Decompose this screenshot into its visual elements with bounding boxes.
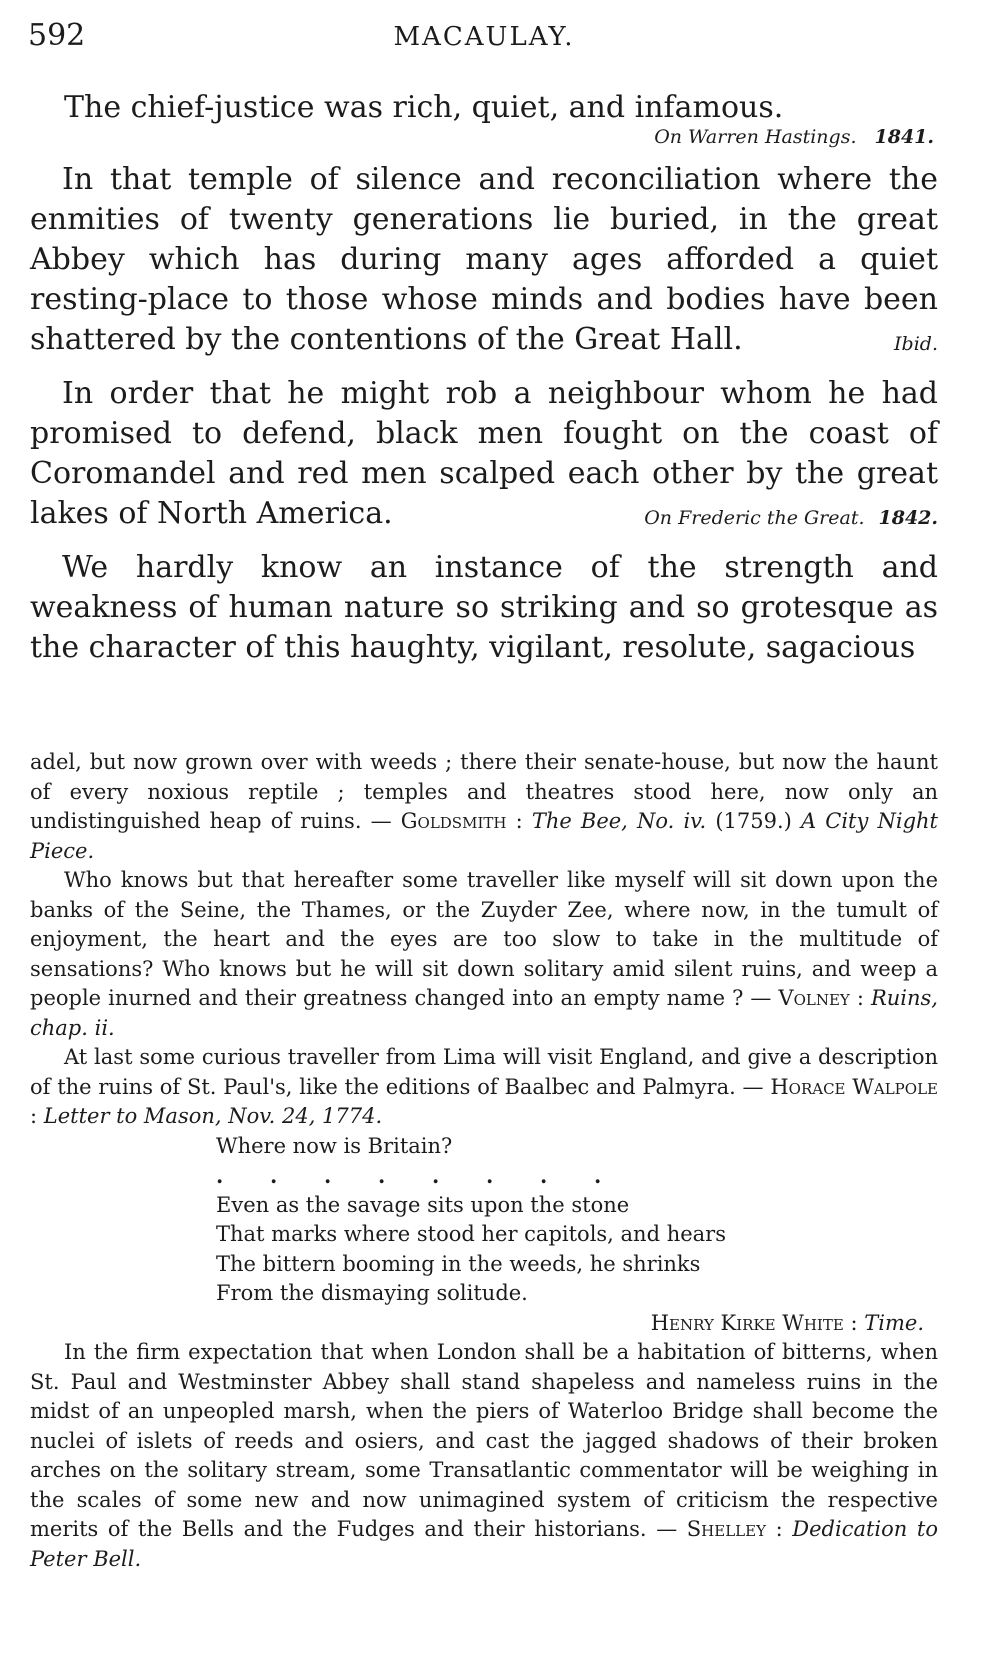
note-work: Time. [864, 1310, 924, 1335]
quote-text: In order that he might rob a neighbour whom he had promised to defend, black men fought on the coast of Coromandel and red men scalped each other by the great lakes of North America. [30, 376, 938, 531]
footnotes [30, 748, 938, 1574]
citation-year: 1841. [874, 126, 934, 148]
note-year: (1759.) [706, 809, 801, 833]
verse-line: The bittern booming in the weeds, he shrinks [216, 1251, 701, 1276]
verse-line: That marks where stood her capitols, and hears [216, 1222, 726, 1246]
note-text: In the firm expectation that when London shall be a habitation of bitterns, when St. Paul and Westminster Abbey shall stand shapeless and nameless ruins in the midst of an unpeopled marsh, when the piers of Waterloo Bridge shall become the nuclei of islets of reeds and osiers, and cast the jagged shadows of their broken arches on the solitary stream, some Transatlantic commentator will be weighing in the scales of some new and now unimagined system of criticism the respective merits of the Bells and the Fudges and their historians. — [30, 1340, 938, 1541]
verse-block [216, 1132, 938, 1309]
citation-source: On Warren Hastings. [654, 126, 857, 148]
running-head: MACAULAY. [393, 22, 575, 52]
note-separator: : [506, 809, 532, 833]
quote-2-citation [862, 324, 938, 364]
note-author: Shelley [686, 1517, 766, 1541]
note-work: Dedication to Peter Bell. [30, 1517, 938, 1571]
note-work: Letter to Mason, Nov. 24, 1774. [43, 1104, 383, 1128]
verse-line: Even as the savage sits upon the stone [216, 1192, 630, 1217]
quote-text: In that temple of silence and reconciliation where the enmities of twenty generations lie buried, in the great Abbey which has during many ages afforded a quiet resting-place to those whose minds and bodies have been shattered by the contentions of the Great Hall. [30, 162, 938, 357]
note-separator: : [843, 1310, 865, 1335]
citation-year: 1842. [878, 507, 938, 529]
citation-source: Ibid. [894, 333, 938, 355]
note-separator: : [849, 986, 871, 1010]
quote-text: We hardly know an instance of the strength and weakness of human nature so striking and so grotesque as the character of this haughty, vigilant, resolute, sagacious [30, 550, 938, 665]
ellipsis-dots: . . . . . . . . [216, 1163, 602, 1188]
page-header [28, 18, 940, 58]
note-text: adel, but now grown over with weeds ; there their senate-house, but now the haunt of every noxious reptile ; temples and theatres stood here, now only an undistinguished heap of ruins. — [30, 750, 938, 833]
verse-line: From the dismaying solitude. [216, 1281, 528, 1305]
note-author: Henry Kirke White [650, 1310, 844, 1335]
note-work: Ruins, chap. ii. [30, 986, 938, 1040]
note-volney [30, 866, 938, 1043]
note-work-2: A City Night Piece. [30, 809, 938, 863]
quote-1 [30, 88, 938, 128]
page-number: 592 [28, 18, 86, 53]
note-walpole [30, 1043, 938, 1132]
note-goldsmith [30, 748, 938, 866]
citation-source: On Frederic the Great. [644, 507, 865, 529]
note-author: Volney [778, 986, 850, 1010]
note-author: Horace Walpole [770, 1074, 938, 1099]
verse-line: Where now is Britain? [216, 1133, 453, 1158]
note-shelley [30, 1338, 938, 1574]
note-text: At last some curious traveller from Lima will visit England, and give a description of the ruins of St. Paul's, like the editions of Baalbec and Palmyra. — [30, 1045, 938, 1099]
note-separator: : [30, 1104, 44, 1128]
note-work: The Bee, No. iv. [531, 809, 707, 833]
verse-attribution [30, 1309, 924, 1339]
note-author: Goldsmith [400, 809, 507, 833]
note-text: Who knows but that hereafter some traveller like myself will sit down upon the banks of the Seine, the Thames, or the Zuyder Zee, where now, in the tumult of enjoyment, the heart and the eyes are too slow to take in the multitude of sensations? Who knows but he will sit down solitary amid silent ruins, and weep a people inurned and their greatness changed into an empty name ? — [30, 868, 938, 1010]
quotations [30, 88, 938, 682]
quote-4 [30, 548, 938, 668]
quote-3-citation [612, 498, 938, 538]
quote-text: The chief-justice was rich, quiet, and infamous. [64, 90, 784, 125]
quote-2 [30, 160, 938, 360]
note-separator: : [766, 1517, 793, 1541]
quote-3 [30, 374, 938, 534]
